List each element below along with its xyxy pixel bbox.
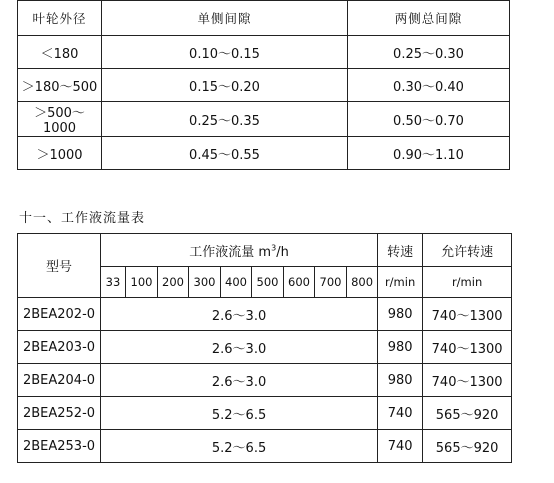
table-row <box>18 397 512 430</box>
allowed-speed-cell: 565～920 <box>423 397 512 430</box>
flow-table-header-row <box>18 234 512 267</box>
table-row <box>18 102 510 137</box>
flow-column-header: 400 <box>221 267 252 298</box>
flow-cell: 2.6～3.0 <box>101 331 378 364</box>
speed-cell: 740 <box>378 430 423 463</box>
single-gap-cell: 0.15～0.20 <box>102 69 348 102</box>
flow-column-header: 200 <box>158 267 189 298</box>
header-single-side-gap: 单侧间隙 <box>102 1 348 36</box>
total-gap-cell: 0.50～0.70 <box>348 102 510 137</box>
table-row <box>18 364 512 397</box>
header-total-gap: 两侧总间隙 <box>348 1 510 36</box>
speed-unit: r/min <box>378 267 423 298</box>
allowed-speed-cell: 740～1300 <box>423 364 512 397</box>
header-flow-suffix: /h <box>276 244 289 260</box>
flow-column-header: 600 <box>284 267 315 298</box>
flow-table <box>17 233 512 463</box>
speed-cell: 980 <box>378 331 423 364</box>
model-cell: 2BEA252-0 <box>18 397 101 430</box>
allowed-speed-cell: 740～1300 <box>423 298 512 331</box>
gap-table-header-row <box>18 1 510 36</box>
model-cell: 2BEA203-0 <box>18 331 101 364</box>
flow-cell: 5.2～6.5 <box>101 430 378 463</box>
speed-cell: 980 <box>378 364 423 397</box>
total-gap-cell: 0.90～1.10 <box>348 137 510 170</box>
single-gap-cell: 0.25～0.35 <box>102 102 348 137</box>
header-allowed-speed: 允许转速 <box>423 234 512 267</box>
header-flow-prefix: 工作液流量 m <box>189 244 272 260</box>
table-row <box>18 430 512 463</box>
section-title: 十一、工作液流量表 <box>19 211 146 226</box>
allowed-speed-unit: r/min <box>423 267 512 298</box>
flow-cell: 5.2～6.5 <box>101 397 378 430</box>
flow-column-header: 33 <box>101 267 126 298</box>
diameter-cell: ＞180～500 <box>18 69 102 102</box>
model-cell: 2BEA253-0 <box>18 430 101 463</box>
header-model: 型号 <box>18 234 101 298</box>
diameter-cell: ＜180 <box>18 36 102 69</box>
gap-table <box>17 0 510 170</box>
flow-column-header: 300 <box>189 267 221 298</box>
flow-column-header: 700 <box>315 267 347 298</box>
allowed-speed-cell: 740～1300 <box>423 331 512 364</box>
diameter-cell: ＞1000 <box>18 137 102 170</box>
header-impeller-diameter: 叶轮外径 <box>18 1 102 36</box>
table-row <box>18 137 510 170</box>
model-cell: 2BEA204-0 <box>18 364 101 397</box>
table-row <box>18 298 512 331</box>
flow-cell: 2.6～3.0 <box>101 298 378 331</box>
single-gap-cell: 0.10～0.15 <box>102 36 348 69</box>
single-gap-cell: 0.45～0.55 <box>102 137 348 170</box>
allowed-speed-cell: 565～920 <box>423 430 512 463</box>
header-flow <box>101 234 378 267</box>
header-speed: 转速 <box>378 234 423 267</box>
header-flow-sup: 3 <box>271 243 277 253</box>
speed-cell: 740 <box>378 397 423 430</box>
speed-cell: 980 <box>378 298 423 331</box>
flow-column-header: 500 <box>252 267 284 298</box>
flow-cell: 2.6～3.0 <box>101 364 378 397</box>
diameter-cell: ＞500～1000 <box>18 102 102 137</box>
table-row <box>18 69 510 102</box>
model-cell: 2BEA202-0 <box>18 298 101 331</box>
flow-column-header: 100 <box>126 267 158 298</box>
table-row <box>18 36 510 69</box>
total-gap-cell: 0.25～0.30 <box>348 36 510 69</box>
total-gap-cell: 0.30～0.40 <box>348 69 510 102</box>
flow-column-header: 800 <box>347 267 378 298</box>
table-row <box>18 331 512 364</box>
